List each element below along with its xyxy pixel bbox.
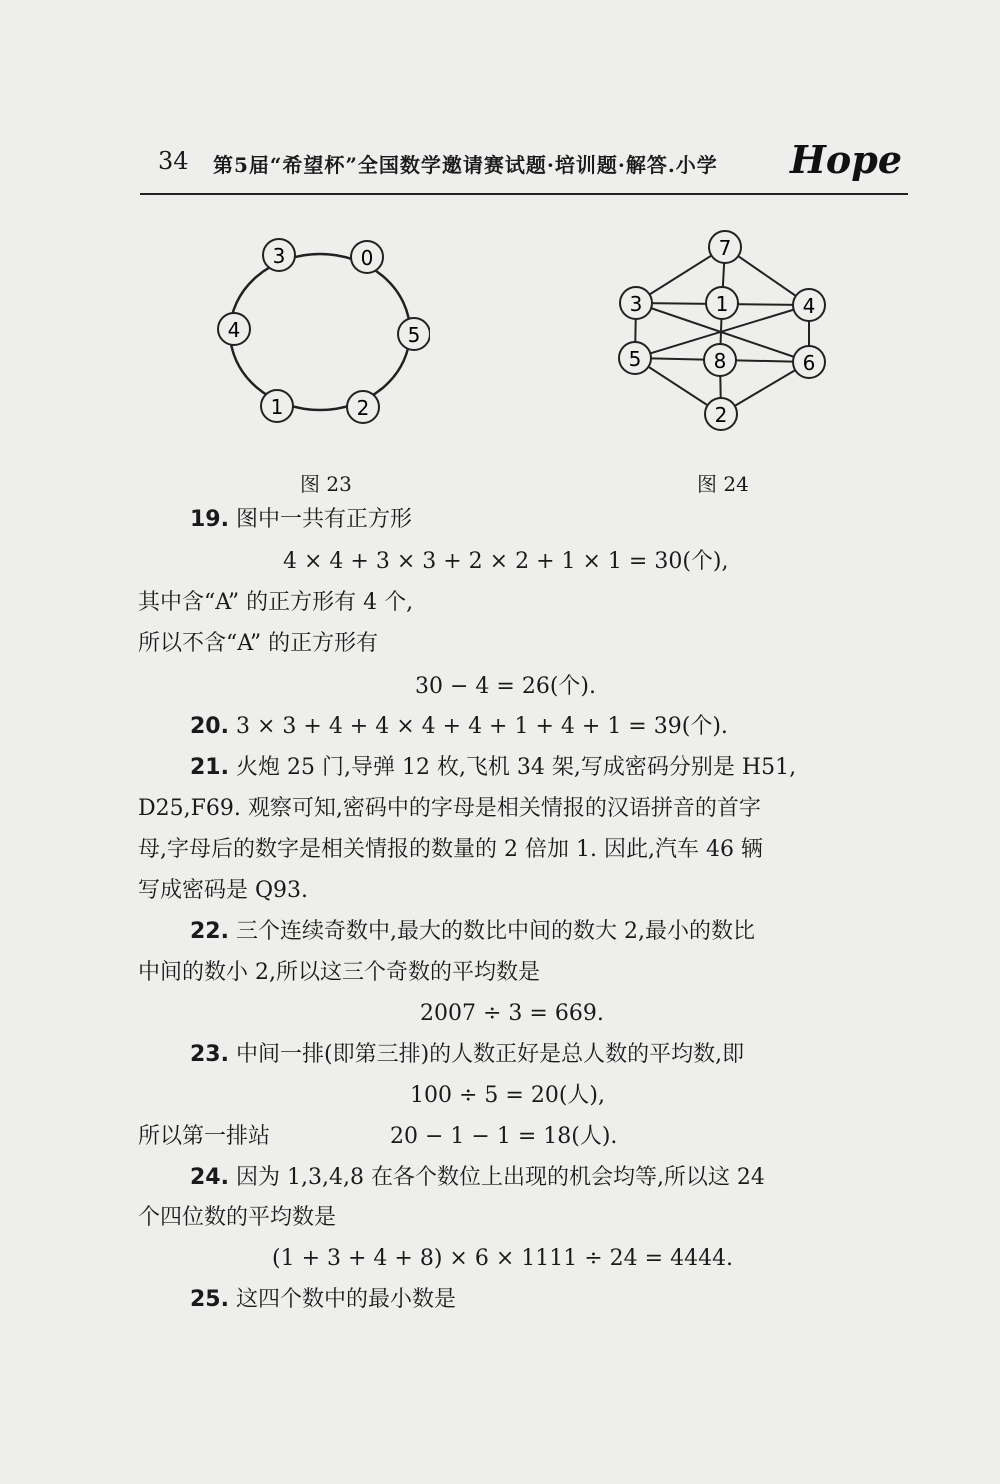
svg-text:5: 5 xyxy=(628,347,642,371)
fig23-node xyxy=(263,239,295,271)
svg-text:0: 0 xyxy=(360,246,374,270)
question-number: 23. xyxy=(190,1042,229,1067)
fig24-node xyxy=(793,289,825,321)
svg-text:1: 1 xyxy=(270,395,284,419)
q19-equation-1: 4 × 4 + 3 × 3 + 2 × 2 + 1 × 1 = 30(个), xyxy=(283,549,729,574)
q21-line-4: 写成密码是 Q93. xyxy=(138,878,309,903)
q22-equation: 2007 ÷ 3 = 669. xyxy=(420,1001,604,1026)
svg-text:3: 3 xyxy=(629,292,643,316)
q19-line-2: 其中含“A” 的正方形有 4 个, xyxy=(138,590,414,615)
svg-text:4: 4 xyxy=(227,318,241,342)
fig24-node xyxy=(704,344,736,376)
fig23-node xyxy=(347,391,379,423)
q24-line-1 xyxy=(190,1163,765,1193)
q21-text: 火炮 25 门,导弹 12 枚,飞机 34 架,写成密码分别是 H51, xyxy=(235,755,797,780)
svg-text:8: 8 xyxy=(713,349,727,373)
svg-text:Hope: Hope xyxy=(790,137,902,182)
q23-equation-2: 20 − 1 − 1 = 18(人). xyxy=(390,1124,618,1149)
svg-text:4: 4 xyxy=(802,294,816,318)
fig23-node xyxy=(261,390,293,422)
svg-text:3: 3 xyxy=(272,244,286,268)
figure-23 xyxy=(210,232,430,437)
fig23-ring xyxy=(227,254,410,410)
q24-text: 因为 1,3,4,8 在各个数位上出现的机会均等,所以这 24 xyxy=(235,1165,765,1190)
q21-line-2: D25,F69. 观察可知,密码中的字母是相关情报的汉语拼音的首字 xyxy=(138,796,761,821)
page-header xyxy=(138,135,908,195)
figure-23-caption: 图 23 xyxy=(300,472,352,496)
question-number: 25. xyxy=(190,1287,229,1312)
question-number: 21. xyxy=(190,755,229,780)
q19-text: 图中一共有正方形 xyxy=(235,507,412,532)
q23-line-1 xyxy=(190,1040,744,1070)
header-rule xyxy=(140,193,908,195)
figure-24 xyxy=(610,225,840,435)
q23-equation-1: 100 ÷ 5 = 20(人), xyxy=(410,1083,605,1108)
fig24-node xyxy=(619,342,651,374)
fig24-node xyxy=(620,287,652,319)
svg-text:1: 1 xyxy=(715,292,729,316)
fig23-node xyxy=(398,318,430,350)
q19-line-1 xyxy=(190,505,412,535)
svg-text:2: 2 xyxy=(356,396,370,420)
q20-text: 3 × 3 + 4 + 4 × 4 + 4 + 1 + 4 + 1 = 39(个). xyxy=(235,714,728,739)
hope-logo xyxy=(786,135,910,183)
fig24-node xyxy=(793,346,825,378)
fig24-node xyxy=(705,398,737,430)
figure-24-caption: 图 24 xyxy=(697,472,749,496)
question-number: 20. xyxy=(190,714,229,739)
fig23-node xyxy=(218,313,250,345)
question-number: 24. xyxy=(190,1165,229,1190)
question-number: 19. xyxy=(190,507,229,532)
q25-line xyxy=(190,1285,456,1315)
svg-text:6: 6 xyxy=(802,351,816,375)
q19-line-3: 所以不含“A” 的正方形有 xyxy=(138,631,379,656)
fig24-node xyxy=(709,231,741,263)
svg-text:2: 2 xyxy=(714,403,728,427)
q21-line-1 xyxy=(190,753,796,783)
q24-line-2: 个四位数的平均数是 xyxy=(138,1205,337,1230)
svg-text:7: 7 xyxy=(718,236,732,260)
svg-text:5: 5 xyxy=(407,323,421,347)
q22-text: 三个连续奇数中,最大的数比中间的数大 2,最小的数比 xyxy=(235,919,755,944)
q21-line-3: 母,字母后的数字是相关情报的数量的 2 倍加 1. 因此,汽车 46 辆 xyxy=(138,837,763,862)
running-title: 第5届“希望杯”全国数学邀请赛试题·培训题·解答.小学 xyxy=(213,153,718,177)
q19-equation-2: 30 − 4 = 26(个). xyxy=(415,674,596,699)
q20-line xyxy=(190,712,728,742)
q22-line-1 xyxy=(190,917,755,947)
q23-line-2: 所以第一排站 xyxy=(138,1124,271,1149)
q23-text: 中间一排(即第三排)的人数正好是总人数的平均数,即 xyxy=(235,1042,745,1067)
fig24-edges xyxy=(635,247,809,414)
q25-text: 这四个数中的最小数是 xyxy=(235,1287,456,1312)
q24-equation: (1 + 3 + 4 + 8) × 6 × 1111 ÷ 24 = 4444. xyxy=(272,1246,734,1271)
fig24-node xyxy=(706,287,738,319)
question-number: 22. xyxy=(190,919,229,944)
fig23-node xyxy=(351,241,383,273)
q22-line-2: 中间的数小 2,所以这三个奇数的平均数是 xyxy=(138,960,540,985)
page-number: 34 xyxy=(158,147,189,175)
